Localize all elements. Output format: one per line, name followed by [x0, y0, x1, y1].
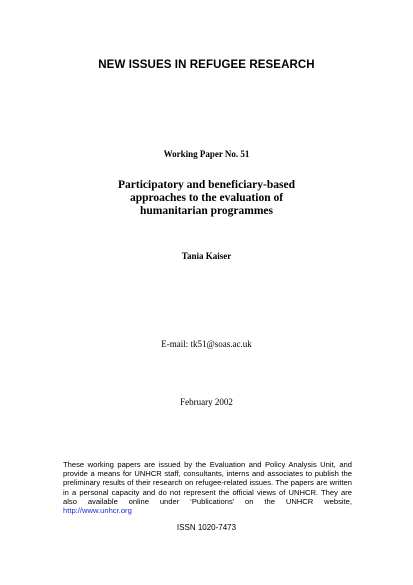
disclaimer-text: These working papers are issued by the Evaluation and Policy Analysis Unit, and provide a means for UNHCR staff, consultants, interns and associates to publish the preliminary results of their research on refugee-related issues. The papers are written in a personal capacity and do not represent the official views of UNHCR. They are also available online under ‘Publications’ on the UNHCR website,	[63, 460, 352, 506]
publication-date: February 2002	[180, 397, 233, 407]
disclaimer-paragraph	[63, 460, 352, 515]
issn-number: ISSN 1020-7473	[176, 523, 237, 532]
working-paper-number: Working Paper No. 51	[163, 149, 250, 159]
paper-title-line-3: humanitarian programmes	[140, 205, 273, 217]
paper-title-line-2: approaches to the evaluation of	[129, 192, 284, 204]
unhcr-website-link[interactable]: http://www.unhcr.org	[63, 506, 132, 516]
series-title: NEW ISSUES IN REFUGEE RESEARCH	[98, 59, 315, 71]
paper-title	[0, 179, 413, 218]
author-email: E-mail: tk51@soas.ac.uk	[161, 339, 252, 349]
author-name: Tania Kaiser	[181, 251, 232, 261]
paper-title-line-1: Participatory and beneficiary-based	[118, 179, 295, 191]
